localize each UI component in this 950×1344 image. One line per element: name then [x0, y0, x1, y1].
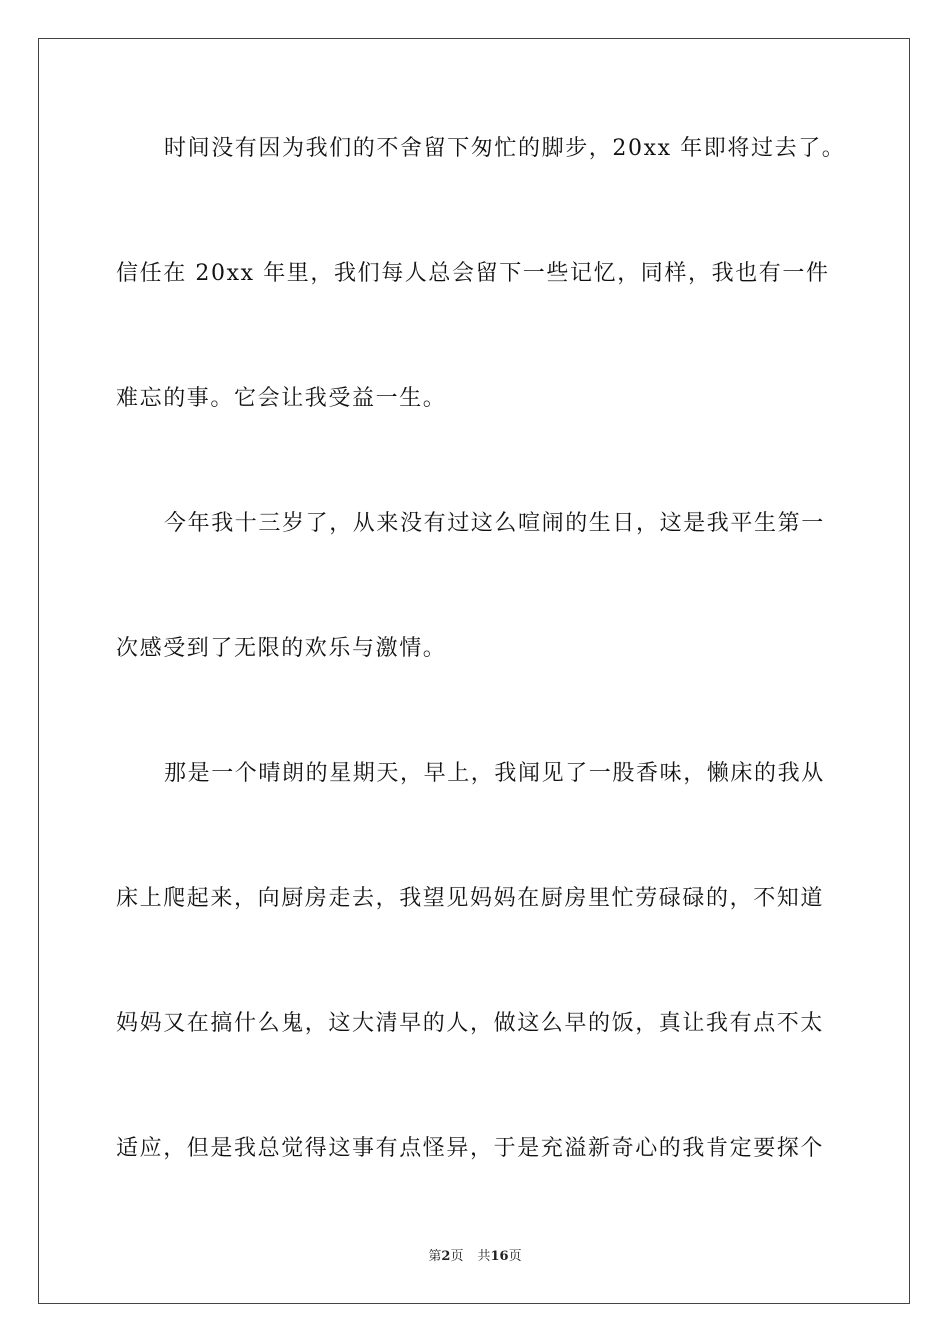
paragraph-4-line-3: 妈妈又在搞什么鬼，这大清早的人，做这么早的饭，真让我有点不太 [116, 1011, 825, 1036]
paragraph-2-line-2: 难忘的事。它会让我受益一生。 [116, 386, 447, 411]
page-total-prefix: 共 [477, 1249, 491, 1264]
paragraph-3-line-1: 今年我十三岁了，从来没有过这么喧闹的生日，这是我平生第一 [164, 511, 825, 536]
paragraph-2-line-1: 信任在 20xx 年里，我们每人总会留下一些记忆，同样，我也有一件 [116, 261, 830, 286]
paragraph-4-line-1: 那是一个晴朗的星期天，早上，我闻见了一股香味，懒床的我从 [164, 761, 825, 786]
paragraph-4-line-4: 适应，但是我总觉得这事有点怪异，于是充溢新奇心的我肯定要探个 [116, 1136, 825, 1161]
page-number-current: 2 [441, 1249, 451, 1264]
paragraph-3-line-2: 次感受到了无限的欢乐与激情。 [116, 636, 447, 661]
paragraph-1-line-1: 时间没有因为我们的不舍留下匆忙的脚步，20xx 年即将过去了。 [164, 136, 846, 161]
page-total-suffix: 页 [508, 1249, 522, 1264]
paragraph-4-line-2: 床上爬起来，向厨房走去，我望见妈妈在厨房里忙劳碌碌的，不知道 [116, 886, 825, 911]
page-number-suffix: 页 [450, 1249, 464, 1264]
page-total-count: 16 [490, 1249, 509, 1264]
page-number-prefix: 第 [428, 1249, 442, 1264]
page-footer [0, 1248, 950, 1266]
page-frame [38, 38, 910, 1304]
